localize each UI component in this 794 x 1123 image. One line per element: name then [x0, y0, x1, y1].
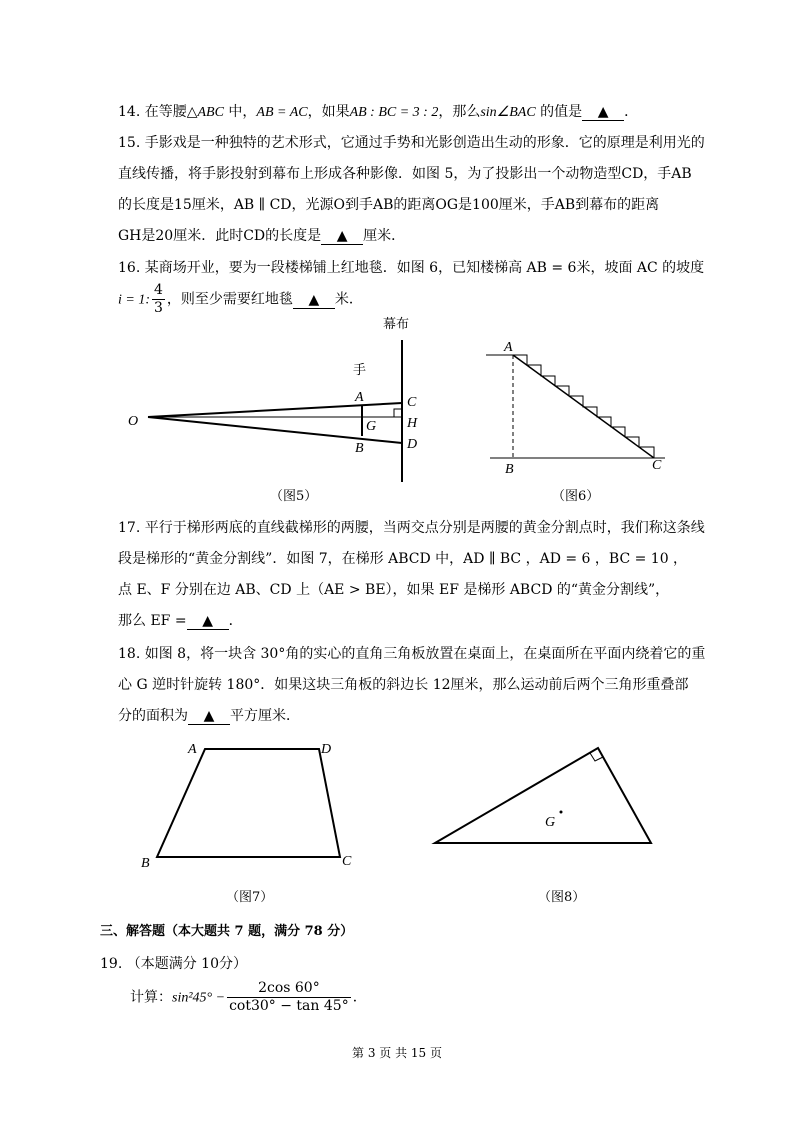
question-15-line-3: 的长度是15厘米，AB ∥ CD，光源O到手AB的距离OG是100厘米，手AB到幕布的距离: [118, 197, 660, 213]
fig7-label-D: D: [321, 742, 332, 757]
fig5-right-angle: [394, 409, 402, 417]
fig5-caption: （图5）: [270, 489, 318, 504]
question-17-line-3: 点 E、F 分别在边 AB、CD 上（AE > BE），如果 EF 是梯形 ABCD 的“黄金分割线”，: [118, 582, 670, 598]
answer-blank: ▲: [187, 613, 229, 630]
answer-blank: ▲: [293, 292, 335, 309]
fig8-caption: （图8）: [538, 890, 586, 905]
fig6-caption: （图6）: [552, 489, 600, 504]
fig8-centroid: [560, 811, 563, 814]
fig7-trapezoid: [157, 749, 340, 857]
question-18-line-3: 分的面积为 ▲ 平方厘米．: [118, 708, 300, 724]
fig5-label-C: C: [407, 395, 417, 410]
fig6-label-A: A: [504, 340, 513, 355]
q19-fraction: $\frac{2\cos 60^\circ}{\cot 30^\circ - \tan 45^\circ}$: [229, 980, 349, 1014]
fig7-label-C: C: [342, 854, 352, 869]
fig6-label-B: B: [505, 462, 514, 477]
answer-blank: ▲: [582, 104, 624, 121]
figure-5: [120, 310, 440, 490]
figure-8: [425, 740, 665, 855]
fig5-label-B: B: [355, 441, 364, 456]
question-16-line-1: 16. 某商场开业，要为一段楼梯铺上红地毯．如图 6，已知楼梯高 AB = 6米，坡面 AC 的坡度: [118, 260, 705, 276]
question-19-expression: 计算：sin²45° − $\frac{2\cos 60^\circ}{\cot 30^\circ - \tan 45^\circ}$ ．: [130, 980, 367, 1014]
fig8-triangle: [435, 748, 651, 843]
question-15-line-2: 直线传播，将手影投射到幕布上形成各种影像．如图 5，为了投影出一个动物造型CD，手AB: [118, 166, 692, 182]
slope-fraction: $\frac{4}{3}$: [154, 282, 163, 316]
question-19-title: 19. （本题满分 10分）: [100, 956, 247, 972]
fig7-label-B: B: [141, 856, 150, 871]
fig5-screen-label: 幕布: [383, 317, 410, 332]
fig7-label-A: A: [188, 742, 197, 757]
fig5-hand-label: 手: [353, 363, 367, 378]
answer-blank: ▲: [188, 708, 230, 725]
question-15-line-4: GH是20厘米．此时CD的长度是 ▲ 厘米．: [118, 228, 406, 244]
question-18-line-1: 18. 如图 8，将一块含 30°角的实心的直角三角板放置在桌面上，在桌面所在平面内绕着它的重: [118, 646, 706, 662]
question-18-line-2: 心 G 逆时针旋转 180°．如果这块三角板的斜边长 12厘米，那么运动前后两个三角形重叠部: [118, 677, 689, 693]
question-15-line-1: 15. 手影戏是一种独特的艺术形式，它通过手势和光影创造出生动的形象．它的原理是利用光的: [118, 135, 705, 151]
section-3-title: 三、解答题（本大题共 7 题，满分 78 分）: [100, 924, 354, 939]
fig5-label-G: G: [366, 419, 377, 434]
fig5-ray-oc: [148, 403, 402, 417]
fig5-ray-od: [148, 417, 402, 443]
figure-7: [135, 735, 365, 875]
fig7-caption: （图7）: [226, 890, 274, 905]
q14-number: 14.: [118, 104, 141, 120]
fig6-label-C: C: [652, 458, 662, 473]
question-16-line-2: i = 1: $\frac{4}{3}$ ，则至少需要红地毯 ▲ 米．: [118, 282, 363, 316]
question-17-line-2: 段是梯形的“黄金分割线”．如图 7，在梯形 ABCD 中，AD ∥ BC ，AD = 6 ，BC = 10 ，: [118, 551, 688, 567]
question-17-line-4: 那么 EF = ▲ ．: [118, 613, 243, 629]
fig5-label-O: O: [128, 414, 139, 429]
fig5-label-A: A: [355, 390, 364, 405]
figure-6: [480, 335, 680, 480]
fig8-label-G: G: [545, 815, 556, 830]
fig5-label-D: D: [407, 437, 418, 452]
question-14: 14. 在等腰△ABC 中，AB = AC，如果AB : BC = 3 : 2，那么sin∠BAC 的值是 ▲ ．: [118, 104, 639, 120]
question-17-line-1: 17. 平行于梯形两底的直线截梯形的两腰，当两交点分别是两腰的黄金分割点时，我们称这条线: [118, 520, 705, 536]
fig5-label-H: H: [407, 416, 418, 431]
page-footer: 第 3 页 共 15 页: [352, 1046, 442, 1060]
answer-blank: ▲: [321, 228, 363, 245]
